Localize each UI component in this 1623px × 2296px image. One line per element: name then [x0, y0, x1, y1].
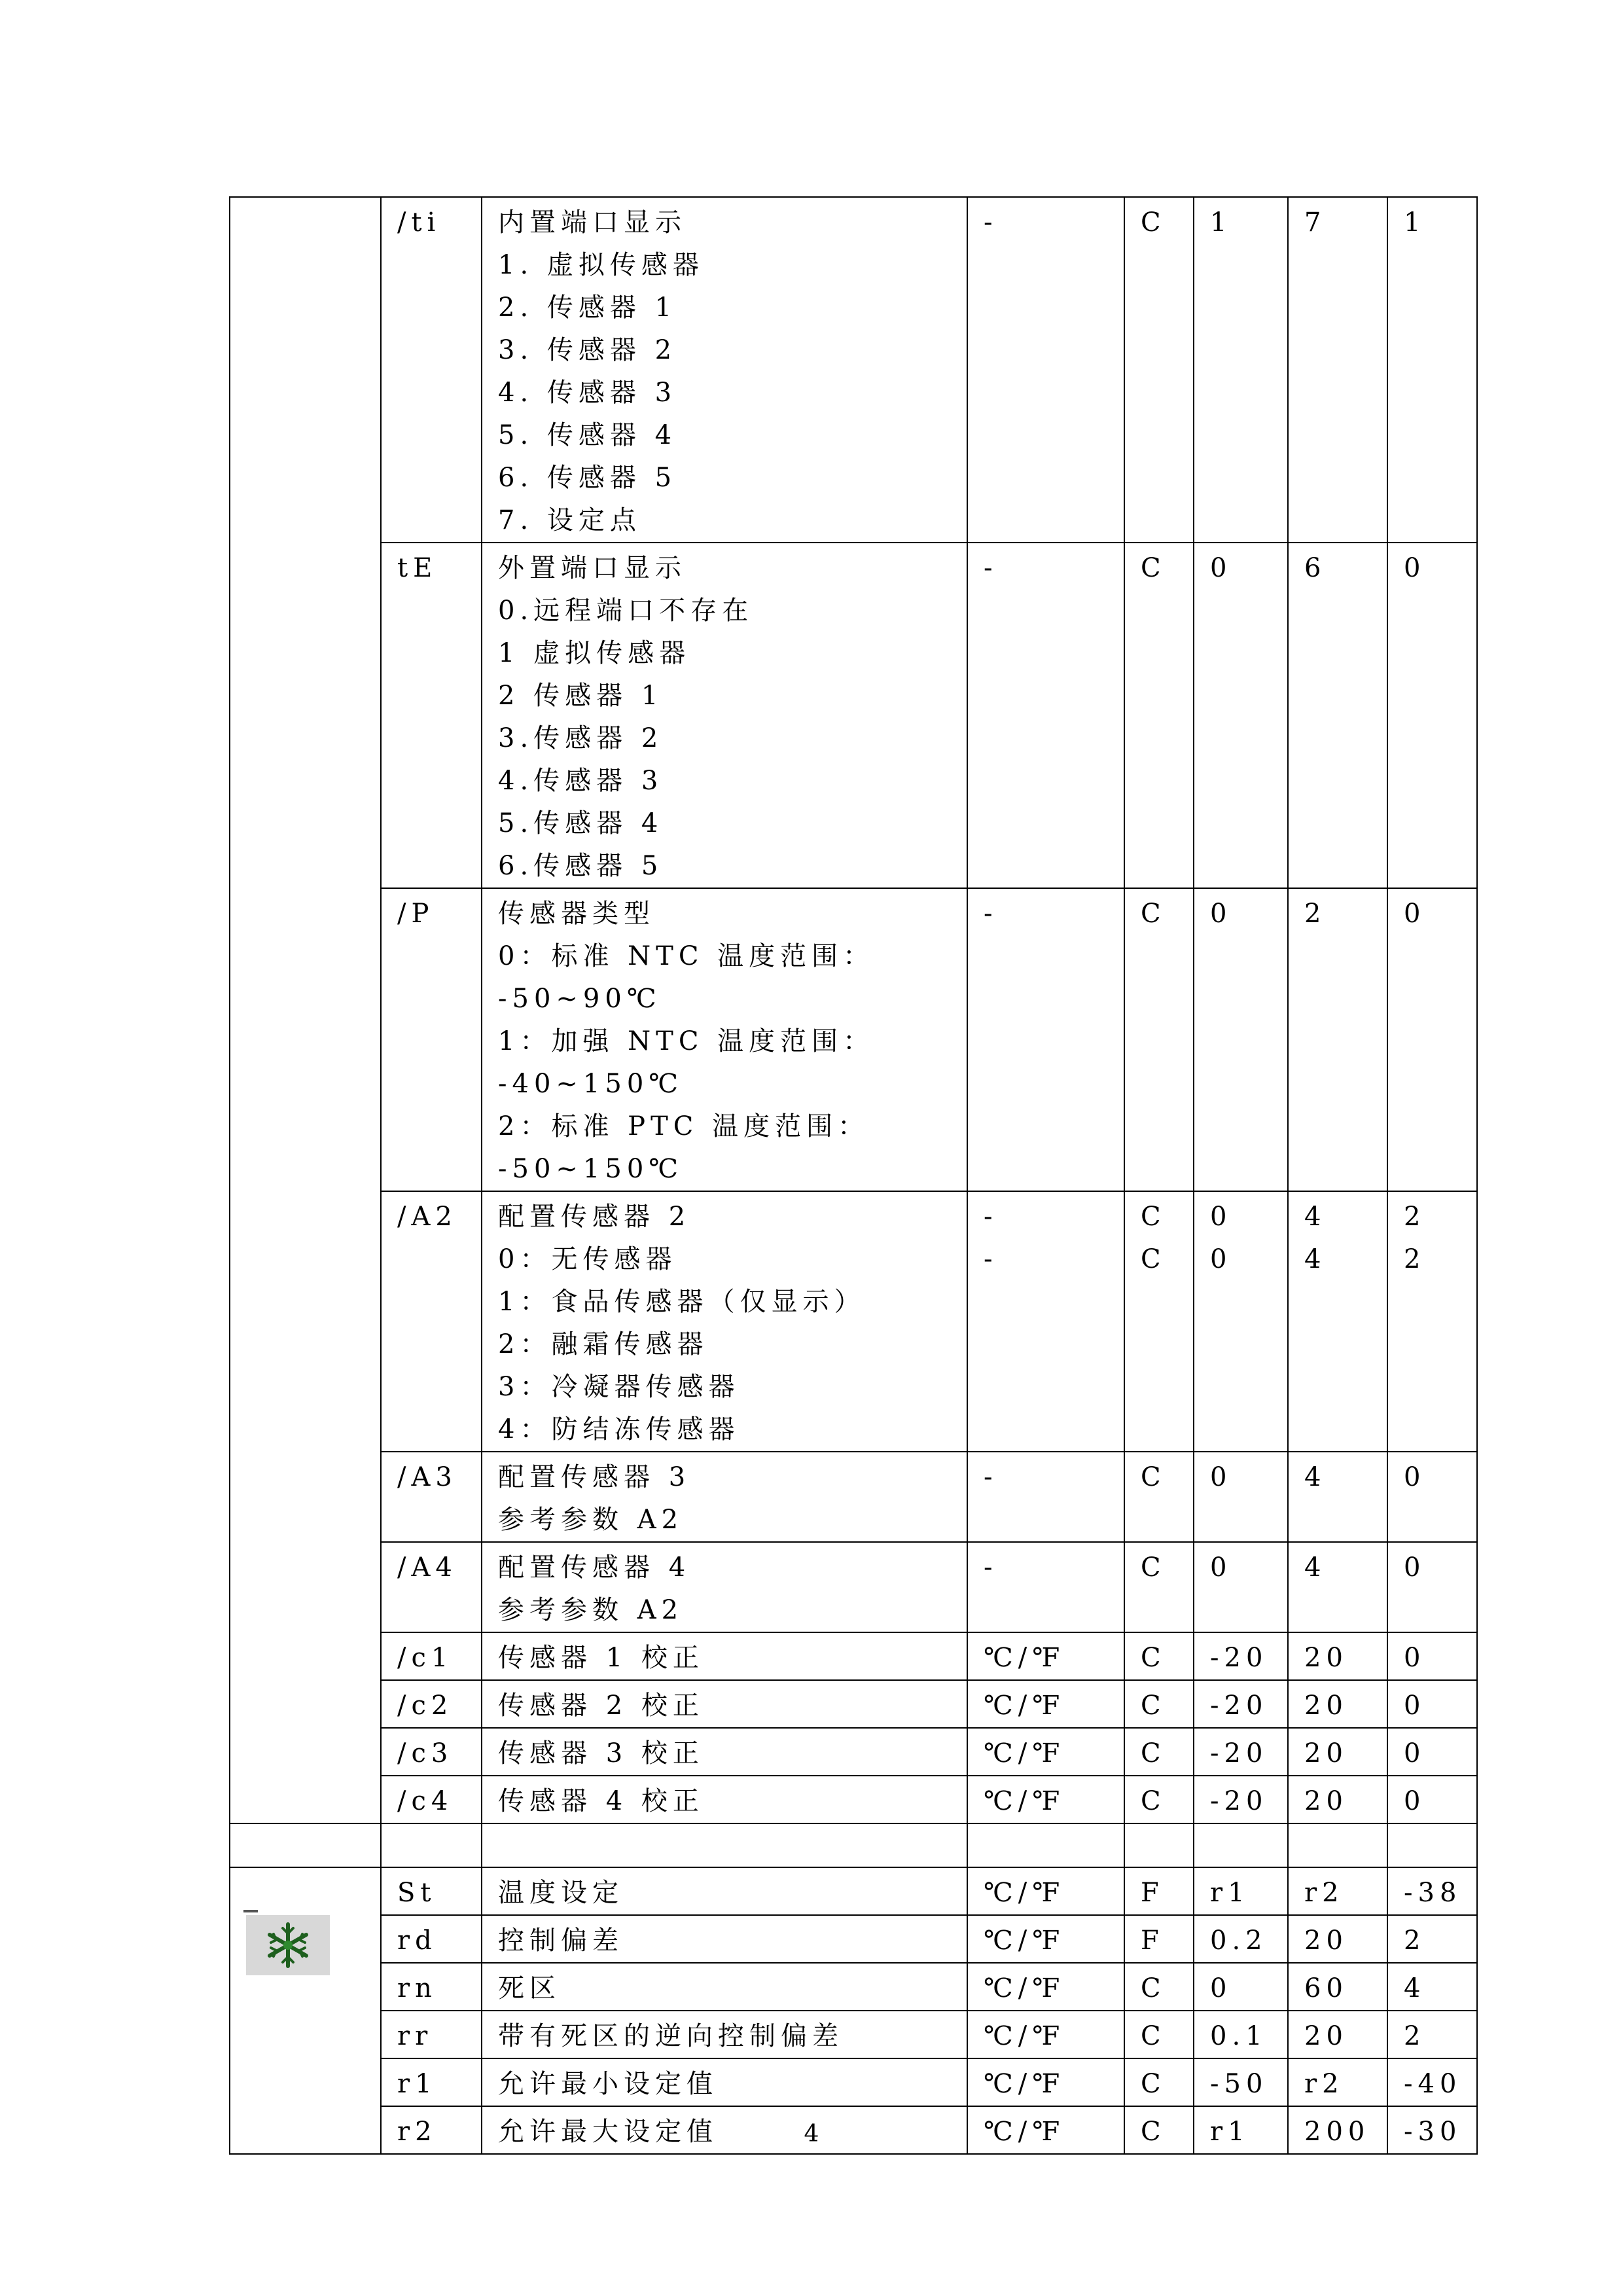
cell-max [1288, 197, 1387, 543]
cell-def [1387, 197, 1477, 543]
snowflake-icon [246, 1915, 330, 1975]
desc-line: 3：冷凝器传感器 [498, 1372, 740, 1402]
param-row-tE [230, 543, 1477, 888]
type-line: C [1141, 1552, 1166, 1583]
group-cell [230, 197, 381, 1823]
cell-def [1387, 2011, 1477, 2058]
cell-def [1387, 1776, 1477, 1823]
param-row-c1 [230, 1632, 1477, 1680]
def-line: 0 [1404, 1691, 1426, 1721]
type-line: C [1141, 1643, 1166, 1673]
param-row-P [230, 888, 1477, 1191]
code-line: rd [397, 1926, 437, 1956]
code-line: /ti [397, 207, 441, 238]
param-row-c3 [230, 1728, 1477, 1776]
desc-line: 允许最大设定值 [498, 2117, 718, 2147]
code-line: /P [397, 899, 435, 929]
cell-unit [967, 1867, 1124, 1915]
def-line: 0 [1404, 1786, 1426, 1816]
cell-def [1387, 1680, 1477, 1728]
cell-desc [482, 2058, 967, 2106]
cell-type [1124, 1542, 1194, 1632]
desc-line: -40~150℃ [498, 1069, 684, 1099]
cell-min [1194, 1776, 1288, 1823]
max-line: 20 [1304, 2021, 1348, 2051]
empty-cell [482, 1823, 967, 1867]
desc-line: 传感器 3 校正 [498, 1738, 704, 1768]
cell-code [381, 1915, 482, 1963]
cell-type [1124, 888, 1194, 1191]
desc-line: 带有死区的逆向控制偏差 [498, 2021, 844, 2051]
desc-line: 参考参数 A2 [498, 1595, 684, 1625]
cell-min [1194, 2058, 1288, 2106]
cell-max [1288, 1867, 1387, 1915]
cell-max [1288, 1915, 1387, 1963]
code-line: r2 [397, 2117, 437, 2147]
cell-desc [482, 1680, 967, 1728]
cell-max [1288, 1963, 1387, 2011]
cell-unit [967, 1963, 1124, 2011]
def-line: 1 [1404, 207, 1426, 238]
cell-code [381, 1452, 482, 1542]
desc-line: 5.传感器 4 [498, 808, 664, 838]
cell-def [1387, 1191, 1477, 1452]
min-line: -20 [1210, 1786, 1268, 1816]
type-line: C [1141, 2117, 1166, 2147]
max-line: 4 [1304, 1202, 1327, 1232]
cell-type [1124, 1191, 1194, 1452]
desc-line: 2 传感器 1 [498, 681, 664, 711]
code-line: St [397, 1878, 437, 1908]
code-line: rn [397, 1973, 437, 2003]
cell-min [1194, 1632, 1288, 1680]
cell-def [1387, 543, 1477, 888]
cell-desc [482, 1191, 967, 1452]
type-line: C [1141, 1738, 1166, 1768]
unit-line: - [984, 1552, 998, 1583]
desc-line: 4.传感器 3 [498, 766, 664, 796]
def-line: -38 [1404, 1878, 1462, 1908]
desc-line: 配置传感器 2 [498, 1202, 691, 1232]
cell-desc [482, 543, 967, 888]
param-row-St [230, 1867, 1477, 1915]
cell-type [1124, 2011, 1194, 2058]
type-line: C [1141, 1202, 1166, 1232]
desc-line: 7. 设定点 [498, 505, 641, 535]
cell-min [1194, 1680, 1288, 1728]
unit-line: - [984, 899, 998, 929]
cell-unit [967, 1191, 1124, 1452]
code-line: /A2 [397, 1202, 457, 1232]
param-row-rn [230, 1963, 1477, 2011]
desc-line: 允许最小设定值 [498, 2069, 718, 2099]
empty-cell [967, 1823, 1124, 1867]
cell-unit [967, 1542, 1124, 1632]
param-row-rd [230, 1915, 1477, 1963]
type-line: F [1141, 1878, 1164, 1908]
cell-type [1124, 1728, 1194, 1776]
desc-line: 配置传感器 4 [498, 1552, 691, 1583]
cell-code [381, 1728, 482, 1776]
min-line: r1 [1210, 1878, 1250, 1908]
max-line: 20 [1304, 1926, 1348, 1956]
cell-unit [967, 1680, 1124, 1728]
def-line: -30 [1404, 2117, 1462, 2147]
desc-line: 温度设定 [498, 1878, 624, 1908]
cell-max [1288, 1632, 1387, 1680]
min-line: 0 [1210, 553, 1232, 583]
desc-line: 4：防结冻传感器 [498, 1414, 740, 1444]
code-line: /c2 [397, 1691, 454, 1721]
cell-unit [967, 1728, 1124, 1776]
cell-unit [967, 1915, 1124, 1963]
unit-line: ℃/℉ [984, 1786, 1065, 1816]
desc-line: 死区 [498, 1973, 561, 2003]
code-line: r1 [397, 2069, 437, 2099]
cell-min [1194, 1915, 1288, 1963]
def-line: 0 [1404, 899, 1426, 929]
unit-line: ℃/℉ [984, 1738, 1065, 1768]
min-line: r1 [1210, 2117, 1250, 2147]
unit-line: ℃/℉ [984, 1691, 1065, 1721]
cell-type [1124, 1632, 1194, 1680]
def-line: 0 [1404, 1552, 1426, 1583]
param-row-A2 [230, 1191, 1477, 1452]
cell-min [1194, 1452, 1288, 1542]
empty-cell [1387, 1823, 1477, 1867]
type-line: C [1141, 1691, 1166, 1721]
cell-type [1124, 197, 1194, 543]
unit-line: ℃/℉ [984, 1973, 1065, 2003]
cell-type [1124, 1452, 1194, 1542]
max-line: 200 [1304, 2117, 1370, 2147]
cell-unit [967, 543, 1124, 888]
desc-line: 3.传感器 2 [498, 723, 664, 753]
def-line: 2 [1404, 1244, 1426, 1274]
empty-cell [1288, 1823, 1387, 1867]
param-row-r1 [230, 2058, 1477, 2106]
cell-min [1194, 2011, 1288, 2058]
empty-cell [1194, 1823, 1288, 1867]
cell-type [1124, 1915, 1194, 1963]
cell-code [381, 1776, 482, 1823]
cell-desc [482, 1867, 967, 1915]
max-line: 4 [1304, 1552, 1327, 1583]
desc-line: 0.远程端口不存在 [498, 596, 754, 626]
cell-code [381, 1867, 482, 1915]
cell-max [1288, 1191, 1387, 1452]
type-line: C [1141, 1973, 1166, 2003]
unit-line: ℃/℉ [984, 1878, 1065, 1908]
empty-cell [1124, 1823, 1194, 1867]
code-line: tE [397, 553, 438, 583]
desc-line: 2. 传感器 1 [498, 293, 677, 323]
param-row-ti [230, 197, 1477, 543]
min-line: -20 [1210, 1643, 1268, 1673]
code-line: /c1 [397, 1643, 454, 1673]
cell-unit [967, 2011, 1124, 2058]
cell-max [1288, 1680, 1387, 1728]
cell-unit [967, 1452, 1124, 1542]
cell-def [1387, 1963, 1477, 2011]
cell-desc [482, 197, 967, 543]
def-line: 2 [1404, 1202, 1426, 1232]
param-row-c4 [230, 1776, 1477, 1823]
unit-line: ℃/℉ [984, 2021, 1065, 2051]
max-line: 2 [1304, 899, 1327, 929]
cell-desc [482, 1963, 967, 2011]
cell-unit [967, 888, 1124, 1191]
type-line: C [1141, 1786, 1166, 1816]
max-line: 4 [1304, 1462, 1327, 1492]
param-row-A3 [230, 1452, 1477, 1542]
empty-cell [381, 1823, 482, 1867]
code-line: /A4 [397, 1552, 457, 1583]
desc-line: -50~150℃ [498, 1154, 684, 1184]
def-line: 4 [1404, 1973, 1426, 2003]
param-row-rr [230, 2011, 1477, 2058]
desc-line: 传感器 1 校正 [498, 1643, 704, 1673]
max-line: 20 [1304, 1643, 1348, 1673]
min-line: -20 [1210, 1738, 1268, 1768]
cell-max [1288, 1542, 1387, 1632]
max-line: 20 [1304, 1786, 1348, 1816]
cell-unit [967, 2058, 1124, 2106]
desc-line: 内置端口显示 [498, 207, 687, 238]
cell-min [1194, 1728, 1288, 1776]
group-cell [230, 1867, 381, 2154]
desc-line: 1. 虚拟传感器 [498, 250, 704, 280]
cell-min [1194, 543, 1288, 888]
desc-line: 传感器 2 校正 [498, 1691, 704, 1721]
def-line: 2 [1404, 2021, 1426, 2051]
type-line: C [1141, 553, 1166, 583]
cell-min [1194, 888, 1288, 1191]
code-line: /c3 [397, 1738, 454, 1768]
cell-def [1387, 1632, 1477, 1680]
desc-line: -50~90℃ [498, 984, 662, 1014]
code-line: rr [397, 2021, 433, 2051]
desc-line: 外置端口显示 [498, 553, 687, 583]
cell-def [1387, 1915, 1477, 1963]
type-line: C [1141, 2069, 1166, 2099]
cell-desc [482, 1542, 967, 1632]
type-line: C [1141, 207, 1166, 238]
cell-code [381, 1632, 482, 1680]
cell-unit [967, 197, 1124, 543]
cell-max [1288, 2058, 1387, 2106]
max-line: 4 [1304, 1244, 1327, 1274]
min-line: 0 [1210, 1973, 1232, 2003]
unit-line: ℃/℉ [984, 2069, 1065, 2099]
unit-line: - [984, 1462, 998, 1492]
page-number: 4 [804, 2121, 819, 2147]
desc-line: 0：标准 NTC 温度范围： [498, 941, 875, 971]
cell-desc [482, 1915, 967, 1963]
cell-desc [482, 1728, 967, 1776]
cell-desc [482, 1632, 967, 1680]
cell-code [381, 888, 482, 1191]
desc-line: 4. 传感器 3 [498, 378, 677, 408]
cell-max [1288, 1728, 1387, 1776]
cell-code [381, 2058, 482, 2106]
type-line: C [1141, 899, 1166, 929]
cell-max [1288, 888, 1387, 1191]
max-line: r2 [1304, 2069, 1344, 2099]
cell-desc [482, 2011, 967, 2058]
unit-line: ℃/℉ [984, 2117, 1065, 2147]
cell-def [1387, 1542, 1477, 1632]
desc-line: 3. 传感器 2 [498, 335, 677, 365]
min-line: 0.1 [1210, 2021, 1268, 2051]
cell-min [1194, 1542, 1288, 1632]
type-line: C [1141, 1462, 1166, 1492]
desc-line: 传感器类型 [498, 899, 655, 929]
cell-max [1288, 1452, 1387, 1542]
desc-line: 1 虚拟传感器 [498, 638, 691, 668]
min-line: 0 [1210, 899, 1232, 929]
cell-code [381, 1680, 482, 1728]
min-line: 0 [1210, 1244, 1232, 1274]
desc-line: 1：加强 NTC 温度范围： [498, 1026, 875, 1056]
cell-min [1194, 1963, 1288, 2011]
max-line: 20 [1304, 1738, 1348, 1768]
max-line: r2 [1304, 1878, 1344, 1908]
cell-max [1288, 543, 1387, 888]
min-line: -50 [1210, 2069, 1268, 2099]
unit-line: - [984, 207, 998, 238]
cell-type [1124, 1867, 1194, 1915]
param-row-c2 [230, 1680, 1477, 1728]
cell-code [381, 543, 482, 888]
cell-type [1124, 2058, 1194, 2106]
def-line: 0 [1404, 553, 1426, 583]
cell-type [1124, 1680, 1194, 1728]
def-line: 0 [1404, 1643, 1426, 1673]
cell-def [1387, 1867, 1477, 1915]
max-line: 60 [1304, 1973, 1348, 2003]
cell-def [1387, 888, 1477, 1191]
def-line: 0 [1404, 1462, 1426, 1492]
cell-def [1387, 1452, 1477, 1542]
desc-line: 1：食品传感器（仅显示） [498, 1287, 866, 1317]
def-line: 2 [1404, 1926, 1426, 1956]
parameter-table [229, 196, 1478, 2155]
desc-line: 传感器 4 校正 [498, 1786, 704, 1816]
min-line: 0 [1210, 1462, 1232, 1492]
code-line: /c4 [397, 1786, 454, 1816]
cell-code [381, 1191, 482, 1452]
unit-line: ℃/℉ [984, 1926, 1065, 1956]
unit-line: - [984, 1244, 998, 1274]
param-row-A4 [230, 1542, 1477, 1632]
unit-line: - [984, 553, 998, 583]
type-line: F [1141, 1926, 1164, 1956]
cell-desc [482, 1452, 967, 1542]
cell-def [1387, 1728, 1477, 1776]
cell-code [381, 197, 482, 543]
cell-min [1194, 1191, 1288, 1452]
cell-unit [967, 1776, 1124, 1823]
cell-min [1194, 1867, 1288, 1915]
min-line: 1 [1210, 207, 1232, 238]
cell-type [1124, 543, 1194, 888]
min-line: 0 [1210, 1202, 1232, 1232]
min-line: -20 [1210, 1691, 1268, 1721]
desc-line: 6.传感器 5 [498, 851, 664, 881]
cell-desc [482, 1776, 967, 1823]
cell-type [1124, 1776, 1194, 1823]
max-line: 20 [1304, 1691, 1348, 1721]
separator-row [230, 1823, 1477, 1867]
desc-line: 参考参数 A2 [498, 1505, 684, 1535]
def-line: 0 [1404, 1738, 1426, 1768]
cell-min [1194, 197, 1288, 543]
desc-line: 5. 传感器 4 [498, 420, 677, 450]
cell-code [381, 1542, 482, 1632]
code-line: /A3 [397, 1462, 457, 1492]
desc-line: 6. 传感器 5 [498, 463, 677, 493]
cell-desc [482, 888, 967, 1191]
type-line: C [1141, 2021, 1166, 2051]
min-line: 0.2 [1210, 1926, 1268, 1956]
unit-line: - [984, 1202, 998, 1232]
cell-type [1124, 1963, 1194, 2011]
cell-unit [967, 1632, 1124, 1680]
cell-def [1387, 2058, 1477, 2106]
desc-line: 0：无传感器 [498, 1244, 677, 1274]
cell-code [381, 1963, 482, 2011]
def-line: -40 [1404, 2069, 1462, 2099]
cell-max [1288, 1776, 1387, 1823]
cell-code [381, 2011, 482, 2058]
cell-max [1288, 2011, 1387, 2058]
desc-line: 2：标准 PTC 温度范围： [498, 1111, 870, 1141]
unit-line: ℃/℉ [984, 1643, 1065, 1673]
min-line: 0 [1210, 1552, 1232, 1583]
max-line: 7 [1304, 207, 1327, 238]
type-line: C [1141, 1244, 1166, 1274]
empty-cell [230, 1823, 381, 1867]
max-line: 6 [1304, 553, 1327, 583]
desc-line: 控制偏差 [498, 1926, 624, 1956]
desc-line: 配置传感器 3 [498, 1462, 691, 1492]
desc-line: 2：融霜传感器 [498, 1329, 709, 1359]
